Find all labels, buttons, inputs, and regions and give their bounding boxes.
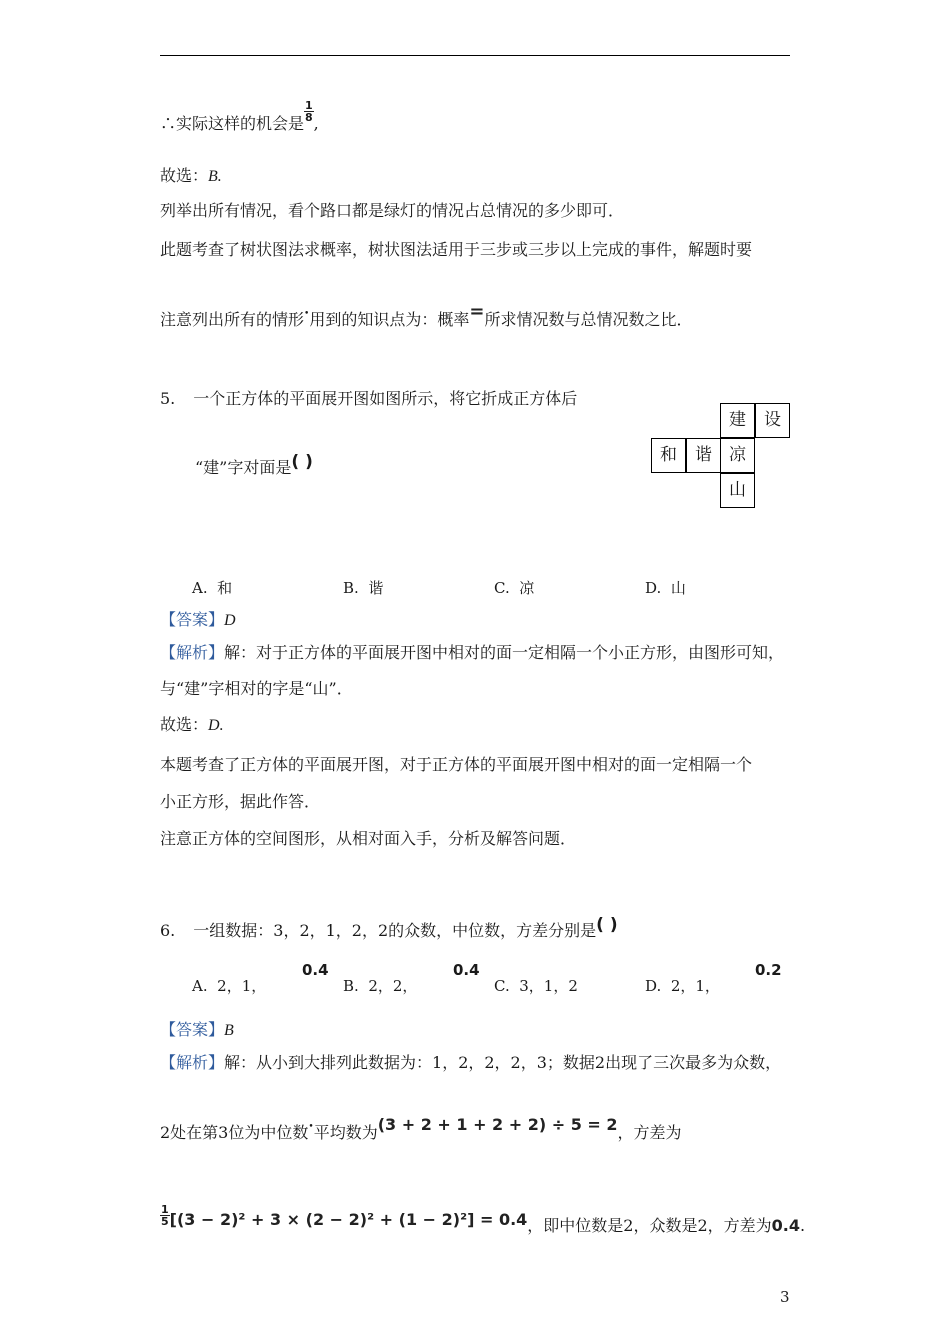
header-rule bbox=[160, 55, 790, 56]
prev-explain-2: 此题考查了树状图法求概率，树状图法适用于三步或三步以上完成的事件，解题时要 bbox=[160, 240, 753, 259]
q6-option-d: D. 2，1， bbox=[645, 977, 720, 995]
q5-analysis-1: 【解析】解：对于正方体的平面展开图中相对的面一定相隔一个小正方形，由图形可知， bbox=[160, 643, 785, 662]
q5-option-c: C. 凉 bbox=[494, 579, 535, 597]
q5-stem-1: 5. 一个正方体的平面展开图如图所示，将它折成正方体后 bbox=[160, 389, 578, 408]
net-cell: 建 bbox=[720, 403, 755, 438]
q6-analysis-3: $\frac{1}{5}$ [(3 − 2)² + 3 × (2 − 2)² + (1 − 2)²] = 0.4，即中位数是2，众数是2，方差为0.4. bbox=[161, 1203, 806, 1235]
q5-analysis-2: 与“建”字相对的字是“山”． bbox=[160, 679, 353, 698]
q6-answer: 【答案】B bbox=[160, 1020, 234, 1039]
q6-stem: 6. 一组数据：3，2，1，2，2的众数，中位数，方差分别是( ) bbox=[160, 915, 618, 940]
q5-choose: 故选：D. bbox=[160, 715, 224, 734]
net-cell: 山 bbox=[720, 473, 755, 508]
q5-note-3: 注意正方体的空间图形，从相对面入手，分析及解答问题． bbox=[160, 829, 577, 848]
prev-explain-1: 列举出所有情况，看个路口都是绿灯的情况占总情况的多少即可． bbox=[160, 201, 625, 220]
q6-option-a: A. 2，1， bbox=[192, 977, 267, 995]
q5-stem-2: “建”字对面是( ) bbox=[195, 452, 313, 477]
prev-explain-3: 注意列出所有的情形•用到的知识点为：概率=所求情况数与总情况数之比． bbox=[160, 301, 693, 329]
fraction: $\frac{1}{8}$ bbox=[305, 99, 313, 124]
q6-option-d-math: 0.2 bbox=[755, 961, 782, 979]
net-cell: 和 bbox=[651, 438, 686, 473]
q6-option-b: B. 2，2， bbox=[343, 977, 418, 995]
net-cell: 设 bbox=[755, 403, 790, 438]
page-number: 3 bbox=[780, 1288, 790, 1306]
q6-option-c: C. 3，1，2 bbox=[494, 977, 578, 995]
q5-answer: 【答案】D bbox=[160, 610, 236, 629]
q5-note-1: 本题考查了正方体的平面展开图，对于正方体的平面展开图中相对的面一定相隔一个 bbox=[160, 755, 753, 774]
net-cell: 谐 bbox=[686, 438, 721, 473]
q5-note-2: 小正方形，据此作答． bbox=[160, 792, 321, 811]
net-cell: 凉 bbox=[720, 438, 755, 473]
q6-option-b-math: 0.4 bbox=[453, 961, 480, 979]
q6-analysis-2: 2处在第3位为中位数•平均数为(3 + 2 + 1 + 2 + 2) ÷ 5 = 2，方差为 bbox=[160, 1115, 682, 1142]
q5-option-a: A. 和 bbox=[192, 579, 233, 597]
q6-option-a-math: 0.4 bbox=[302, 961, 329, 979]
q6-analysis-1: 【解析】解：从小到大排列此数据为：1，2，2，2，3；数据2出现了三次最多为众数， bbox=[160, 1053, 782, 1072]
fraction: $\frac{1}{5}$ bbox=[161, 1203, 169, 1228]
prev-conclusion: ∴实际这样的机会是 $\frac{1}{8}$ , bbox=[160, 99, 319, 133]
prev-choose: 故选：B. bbox=[160, 166, 222, 185]
q5-option-d: D. 山 bbox=[645, 579, 686, 597]
q5-option-b: B. 谐 bbox=[343, 579, 384, 597]
